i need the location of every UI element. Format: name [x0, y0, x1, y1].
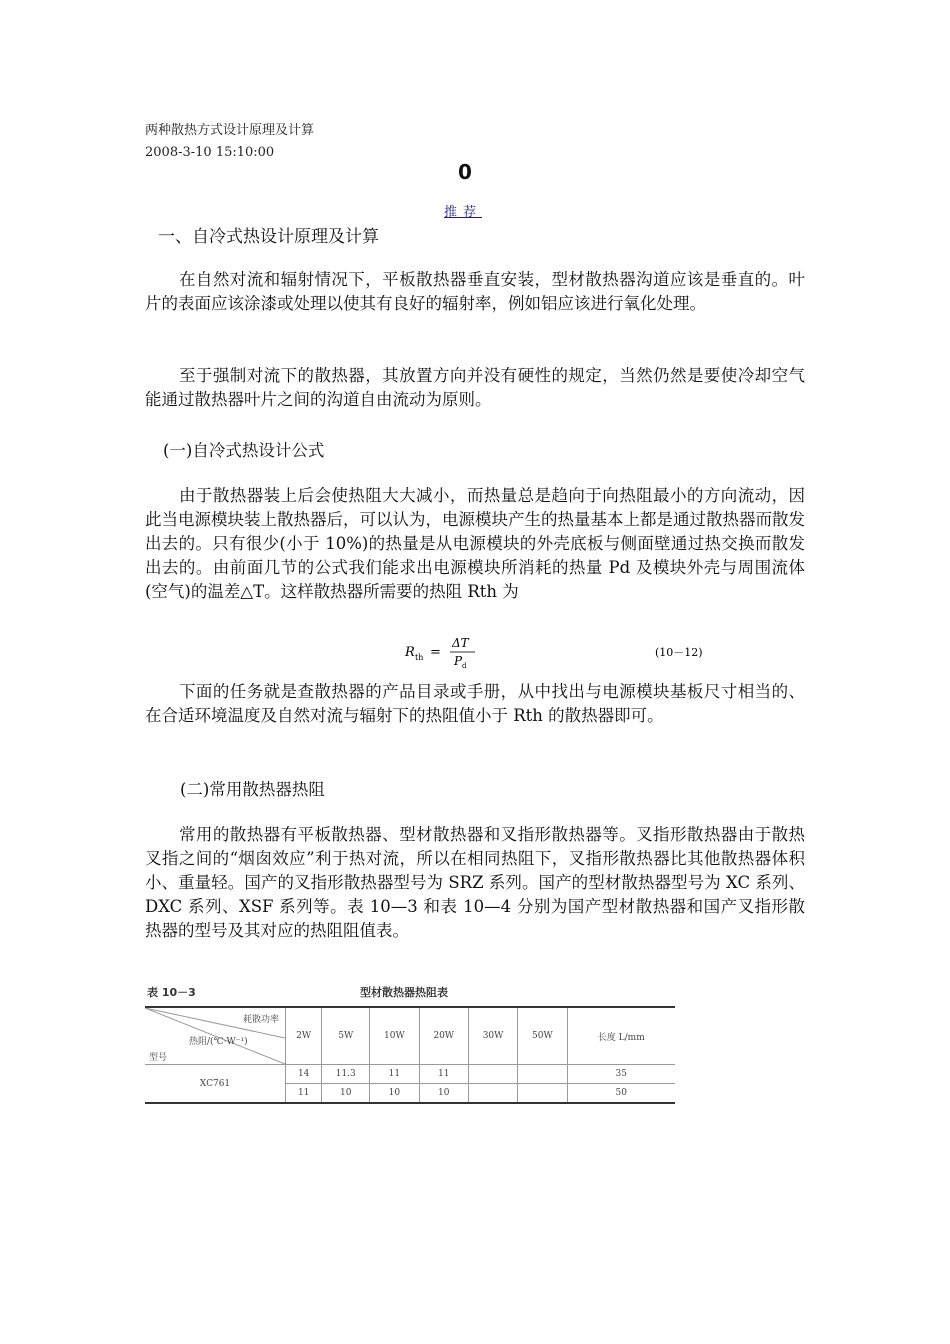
- table-label: 表 10－3: [147, 986, 196, 999]
- formula-denominator: P: [454, 654, 463, 668]
- table-cell: 35: [567, 1065, 675, 1084]
- article-small-title: 两种散热方式设计原理及计算: [145, 123, 315, 138]
- thermal-resistance-table: [145, 1006, 675, 1104]
- col-header: 50W: [518, 1007, 567, 1065]
- col-header: 10W: [370, 1007, 419, 1065]
- table-cell: 10: [370, 1084, 419, 1104]
- col-header: 2W: [286, 1007, 322, 1065]
- table-cell: [468, 1084, 517, 1104]
- col-header: 5W: [322, 1007, 370, 1065]
- formula-lhs: R: [405, 645, 415, 660]
- diag-label-model: 型号: [149, 1053, 168, 1063]
- table-cell: 11: [286, 1084, 322, 1104]
- table-cell: [518, 1065, 567, 1084]
- table-cell: 11.3: [322, 1065, 370, 1084]
- paragraph-formula-intro: 由于散热器装上后会使热阻大大减小，而热量总是趋向于向热阻最小的方向流动，因此当电源模块装上散热器后，可以认为，电源模块产生的热量基本上都是通过散热器而散发出去的。只有很少(小于 10%)的热量是从电源模块的外壳底板与侧面壁通过热交换而散发出去的。由前面几节的公式我们能求出电源模块所消耗的热量 Pd 及模块外壳与周围流体(空气)的温差△T。这样散热器所需要的热阻 Rth 为: [145, 486, 805, 601]
- model-cell: XC761: [145, 1065, 286, 1104]
- recommend-link[interactable]: 推荐: [444, 205, 483, 220]
- col-header: 长度 L/mm: [567, 1007, 675, 1065]
- paragraph-task: 下面的任务就是查散热器的产品目录或手册，从中找出与电源模块基板尺寸相当的、在合适环境温度及自然对流与辐射下的热阻值小于 Rth 的散热器即可。: [145, 682, 805, 725]
- subheading-common-heatsinks: (二)常用散热器热阻: [180, 780, 325, 799]
- section-heading: 一、自冷式热设计原理及计算: [158, 227, 379, 247]
- table-cell: 14: [286, 1065, 322, 1084]
- article-date: 2008-3-10 15:10:00: [145, 145, 275, 160]
- formula-tag: (10－12): [655, 646, 703, 659]
- table-cell: 10: [419, 1084, 468, 1104]
- col-header: 30W: [468, 1007, 517, 1065]
- paragraph-forced-convection: 至于强制对流下的散热器，其放置方向并没有硬性的规定，当然仍然是要使冷却空气能通过散热器叶片之间的沟道自由流动为原则。: [145, 366, 805, 409]
- diag-label-power: 耗散功率: [242, 1015, 279, 1025]
- diag-label-resistance: 热阻/(℃·W⁻¹): [189, 1037, 248, 1047]
- paragraph-natural-convection: 在自然对流和辐射情况下，平板散热器垂直安装，型材散热器沟道应该是垂直的。叶片的表面应该涂漆或处理以使其有良好的辐射率，例如铝应该进行氧化处理。: [145, 270, 805, 313]
- table-cell: 11: [419, 1065, 468, 1084]
- formula-equals: =: [430, 645, 441, 660]
- formula-denominator-sub: d: [462, 662, 467, 670]
- table-cell: 11: [370, 1065, 419, 1084]
- col-header: 20W: [419, 1007, 468, 1065]
- subheading-formula: (一)自冷式热设计公式: [163, 441, 325, 460]
- table-diagonal-header-cell: [145, 1007, 286, 1065]
- formula-numerator: ΔT: [452, 636, 469, 650]
- table-cell: 50: [567, 1084, 675, 1104]
- table-cell: [468, 1065, 517, 1084]
- table-title: 型材散热器热阻表: [360, 986, 448, 999]
- paragraph-heatsink-types: 常用的散热器有平板散热器、型材散热器和叉指形散热器等。叉指形散热器由于散热叉指之间的“烟囱效应”利于热对流，所以在相同热阻下，叉指形散热器比其他散热器体积小、重量轻。国产的叉指形散热器型号为 SRZ 系列。国产的型材散热器型号为 XC 系列、DXC 系列、XSF 系列等。表 10—3 和表 10—4 分别为国产型材散热器和国产叉指形散热器的型号及其对应的热阻阻值表。: [145, 825, 805, 940]
- table-cell: 10: [322, 1084, 370, 1104]
- formula-lhs-sub: th: [415, 653, 424, 662]
- thermal-resistance-formula: [395, 634, 725, 670]
- view-count: 0: [458, 160, 472, 184]
- table-cell: [518, 1084, 567, 1104]
